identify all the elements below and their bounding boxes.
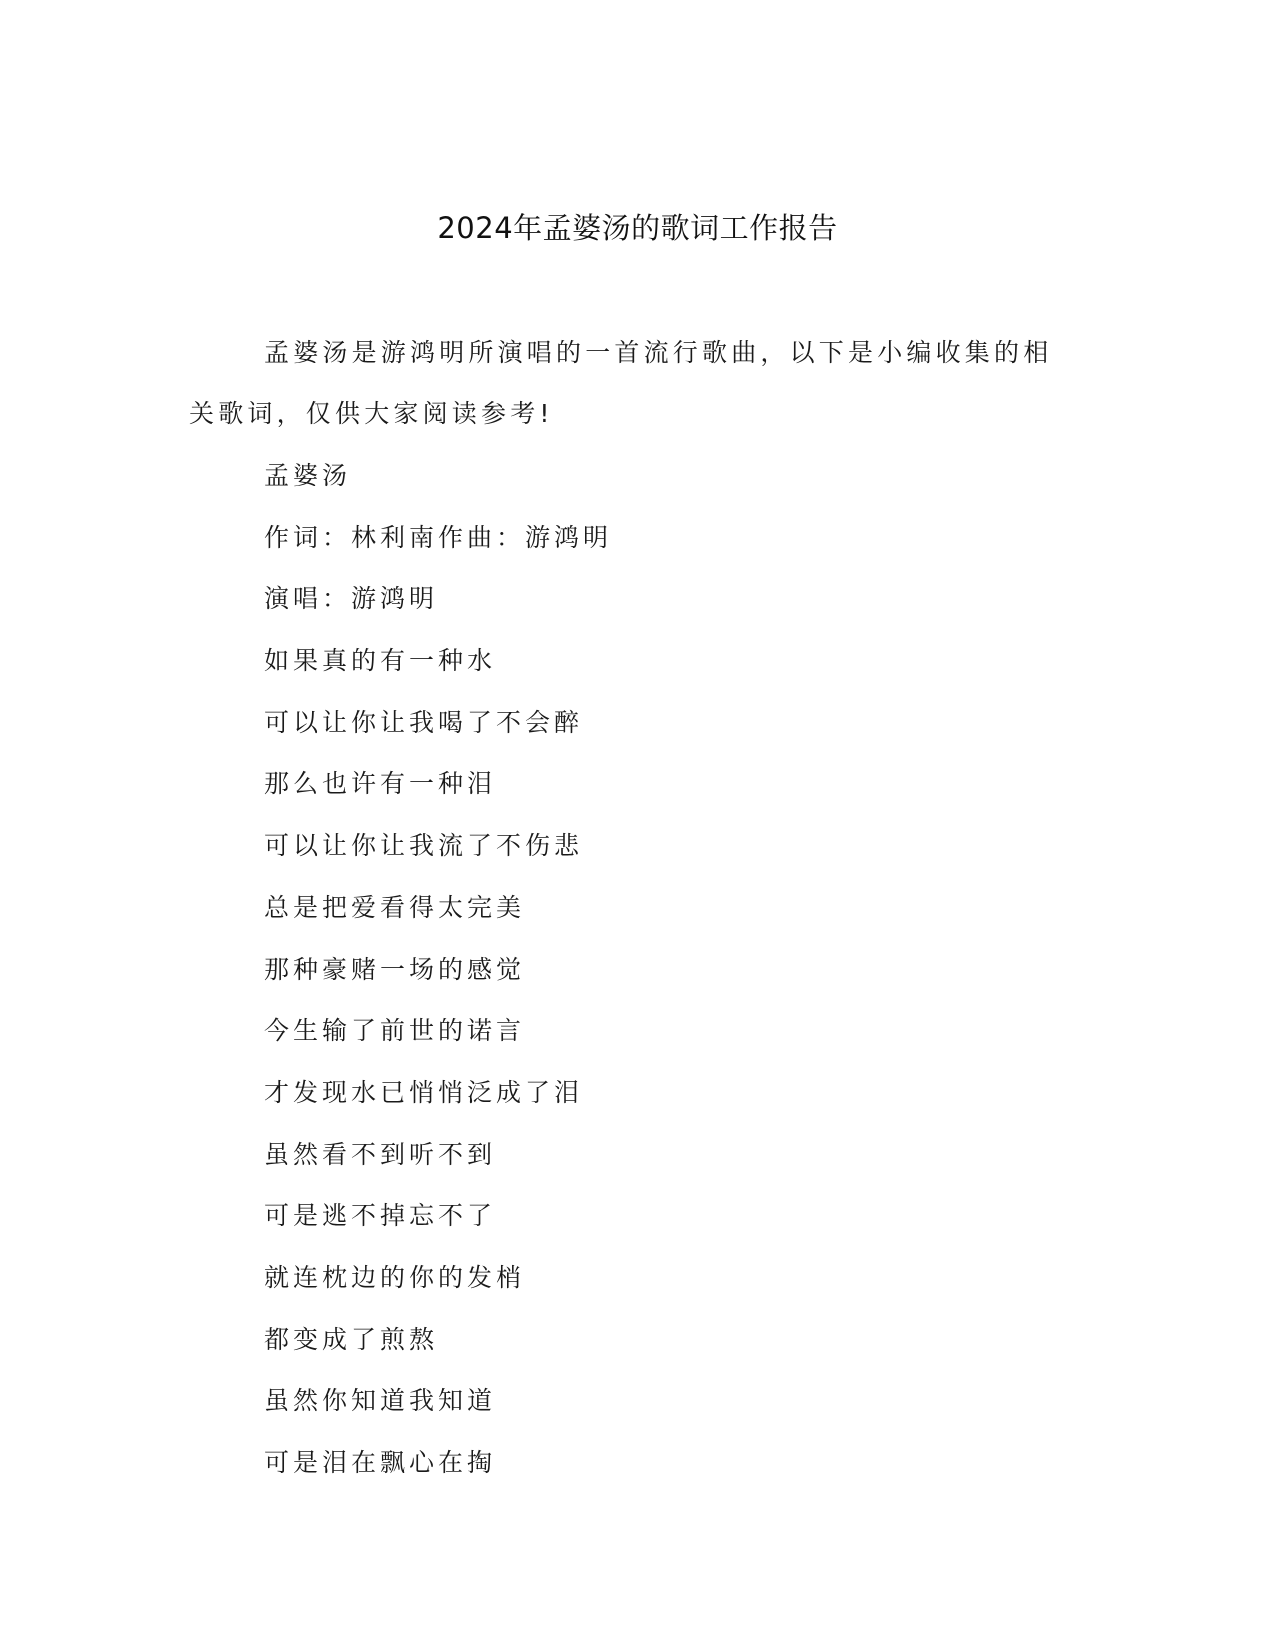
lyric-line: 总是把爱看得太完美: [264, 892, 526, 922]
lyric-line: 作词：林利南作曲：游鸿明: [264, 522, 613, 552]
lyric-line: 那么也许有一种泪: [264, 769, 497, 799]
lyric-line: 孟婆汤: [264, 461, 352, 490]
lyric-line: 可是泪在飘心在掏: [264, 1448, 497, 1477]
document-title: 2024年孟婆汤的歌词工作报告: [437, 211, 838, 245]
lyric-line: 演唱：游鸿明: [264, 584, 439, 614]
lyric-line: 今生输了前世的诺言: [264, 1016, 526, 1046]
lyric-line: 那种豪赌一场的感觉: [264, 954, 526, 984]
lyric-line: 虽然你知道我知道: [264, 1386, 497, 1416]
lyric-line: 可以让你让我喝了不会醉: [264, 707, 584, 737]
lyric-line: 都变成了煎熬: [264, 1324, 439, 1354]
lyric-line: 可以让你让我流了不伤悲: [264, 831, 584, 861]
lyrics-list: [264, 445, 612, 1494]
lyric-line: 虽然看不到听不到: [264, 1139, 497, 1169]
lyric-line: 可是逃不掉忘不了: [264, 1201, 497, 1231]
lyric-line: 才发现水已悄悄泛成了泪: [264, 1077, 584, 1107]
lyric-line: 就连枕边的你的发梢: [264, 1262, 526, 1292]
lyric-line: 如果真的有一种水: [264, 646, 497, 676]
intro-paragraph: 孟婆汤是游鸿明所演唱的一首流行歌曲，以下是小编收集的相关歌词，仅供大家阅读参考!: [189, 338, 1053, 428]
